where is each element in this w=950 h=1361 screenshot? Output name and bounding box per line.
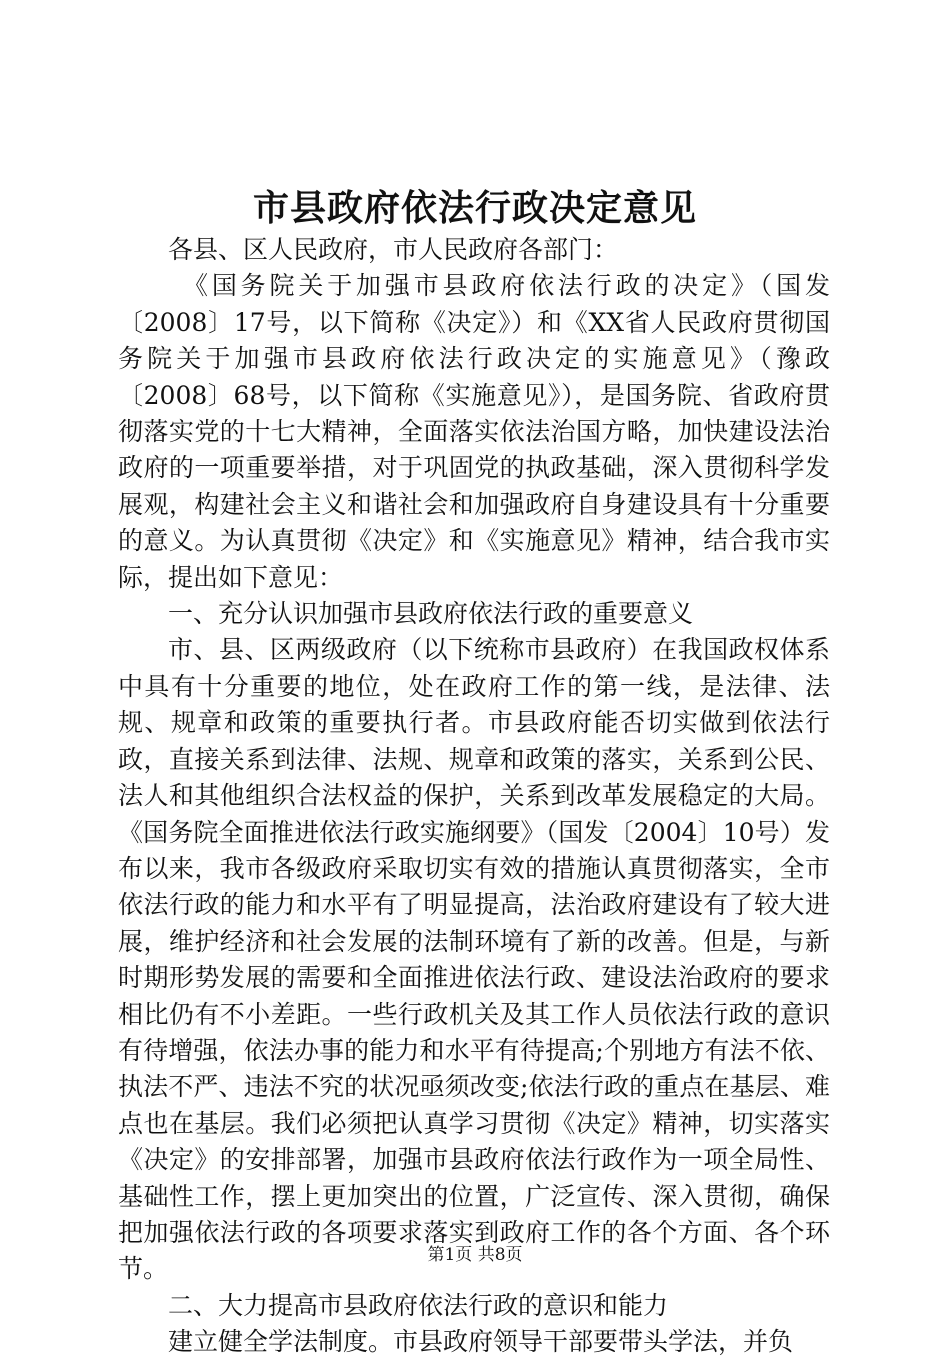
document-title: 市县政府依法行政决定意见 <box>252 187 697 229</box>
page-number-footer: 第1页 共8页 <box>427 1245 523 1265</box>
section-heading-1: 一、充分认识加强市县政府依法行政的重要意义 <box>168 599 694 629</box>
document-body <box>118 232 830 1361</box>
section-1-paragraph: 市、县、区两级政府（以下统称市县政府）在我国政权体系中具有十分重要的地位，处在政府工作的第一线，是法律、法规、规章和政策的重要执行者。市县政府能否切实做到依法行政，直接关系到法律、法规、规章和政策的落实，关系到公民、法人和其他组织合法权益的保护，关系到改革发展稳定的大局。《国务院全面推进依法行政实施纲要》（国发〔2004〕10号）发布以来，我市各级政府采取切实有效的措施认真贯彻落实，全市依法行政的能力和水平有了明显提高，法治政府建设有了较大进展，维护经济和社会发展的法制环境有了新的改善。但是，与新时期形势发展的需要和全面推进依法行政、建设法治政府的要求相比仍有不小差距。一些行政机关及其工作人员依法行政的意识有待增强，依法办事的能力和水平有待提高;个别地方有法不依、执法不严、违法不究的状况亟须改变;依法行政的重点在基层、难点也在基层。我们必须把认真学习贯彻《决定》精神，切实落实《决定》的安排部署，加强市县政府依法行政作为一项全局性、基础性工作，摆上更加突出的位置，广泛宣传、深入贯彻，确保把加强依法行政的各项要求落实到政府工作的各个方面、各个环节。 <box>118 635 830 1284</box>
section-2-paragraph: 建立健全学法制度。市县政府领导干部要带头学法，并负 <box>168 1327 794 1357</box>
salutation-paragraph: 各县、区人民政府，市人民政府各部门： <box>168 235 619 264</box>
intro-paragraph: 《国务院关于加强市县政府依法行政的决定》（国发〔2008〕17号，以下简称《决定》）和《XX省人民政府贯彻国务院关于加强市县政府依法行政决定的实施意见》（豫政〔2008〕68号，以下简称《实施意见》），是国务院、省政府贯彻落实党的十七大精神，全面落实依法治国方略，加快建设法治政府的一项重要举措，对于巩固党的执政基础，深入贯彻科学发展观，构建社会主义和谐社会和加强政府自身建设具有十分重要的意义。为认真贯彻《决定》和《实施意见》精神，结合我市实际，提出如下意见： <box>118 271 830 592</box>
section-heading-2: 二、大力提高市县政府依法行政的意识和能力 <box>168 1290 669 1320</box>
